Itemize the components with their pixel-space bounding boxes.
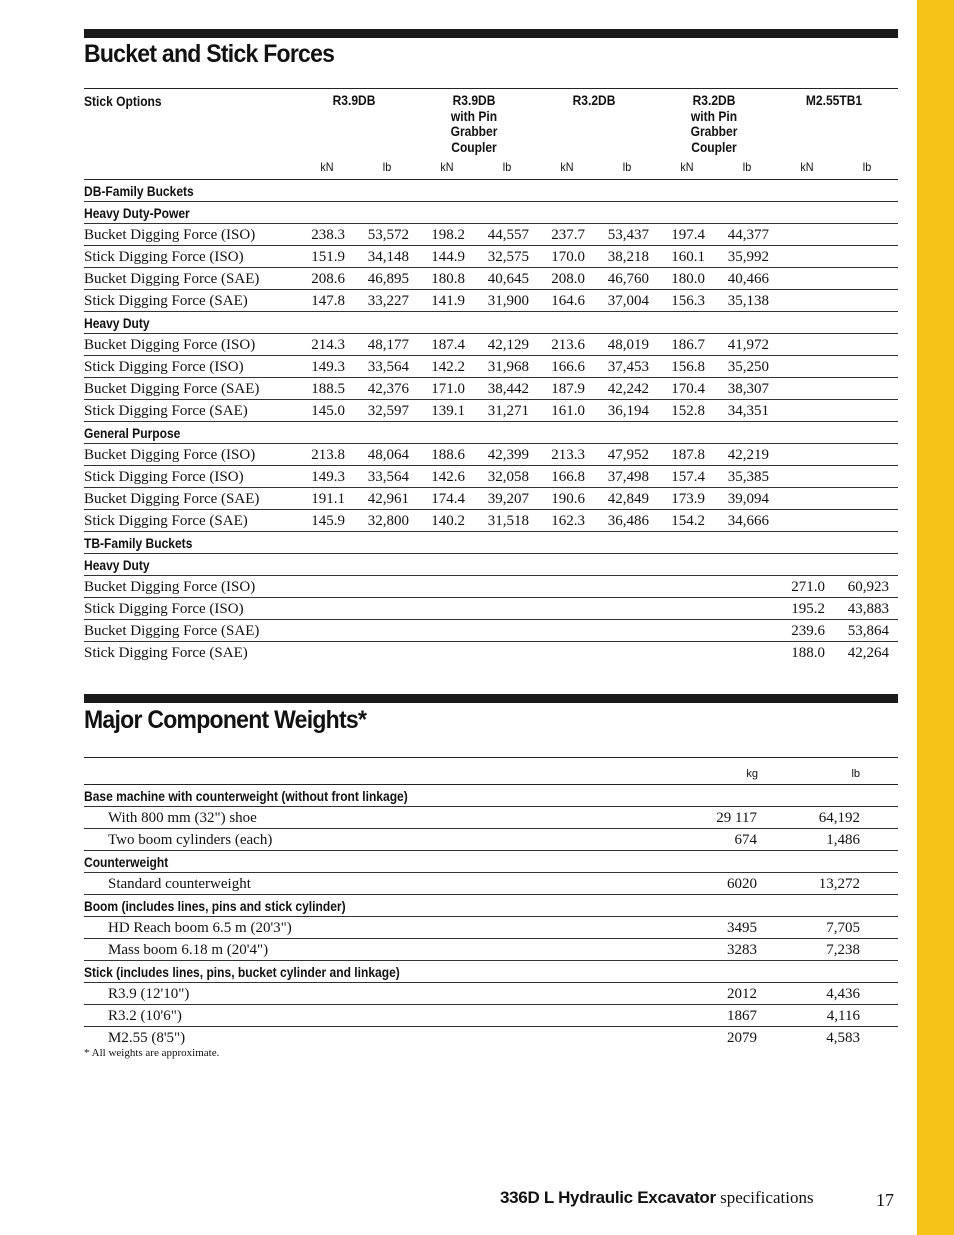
row-label: Bucket Digging Force (SAE) — [84, 491, 260, 507]
table-cell: 46,760 — [607, 271, 649, 287]
row-label: Bucket Digging Force (ISO) — [84, 337, 256, 353]
table-cell: 149.3 — [311, 469, 345, 485]
table-cell: 145.9 — [311, 513, 345, 529]
table-row — [84, 983, 898, 1005]
column-header-line: Coupler — [451, 138, 497, 155]
table-row — [84, 598, 898, 620]
group-row — [84, 312, 898, 334]
table-cell: 32,058 — [487, 469, 529, 485]
table-cell: 142.2 — [431, 359, 465, 375]
row-label: M2.55 (8'5") — [108, 1030, 186, 1046]
row-label: Stick Digging Force (ISO) — [84, 601, 244, 617]
group-row — [84, 202, 898, 224]
table-cell: 152.8 — [671, 403, 705, 419]
row-label: Stick Digging Force (SAE) — [84, 645, 248, 661]
table-cell: 37,453 — [607, 359, 649, 375]
footer-suffix: specifications — [715, 1188, 814, 1207]
table-cell: 151.9 — [311, 249, 345, 265]
row-label: Stick Digging Force (SAE) — [84, 293, 248, 309]
weight-kg: 3283 — [727, 942, 757, 958]
table-cell: 145.0 — [311, 403, 345, 419]
column-header — [787, 93, 882, 109]
group-row — [84, 895, 898, 917]
table-cell: 160.1 — [671, 249, 705, 265]
table-cell: 35,250 — [727, 359, 769, 375]
table-cell: 60,923 — [847, 579, 889, 595]
column-header-line: Grabber — [690, 123, 738, 139]
yellow-edge-band — [917, 0, 954, 1235]
column-header-line: Grabber — [450, 123, 498, 139]
table-cell: 166.8 — [551, 469, 585, 485]
table-cell: 173.9 — [671, 491, 705, 507]
row-label: Stick Digging Force (ISO) — [84, 249, 244, 265]
table-row — [84, 510, 898, 532]
table-cell: 186.7 — [671, 337, 705, 353]
group-label: Boom (includes lines, pins and stick cylinder) — [84, 898, 346, 914]
row-label: Stick Digging Force (SAE) — [84, 513, 248, 529]
table-cell: 34,666 — [727, 513, 769, 529]
table-cell: 42,376 — [367, 381, 409, 397]
unit-kn: kN — [440, 160, 454, 174]
table-cell: 213.6 — [551, 337, 585, 353]
table-cell: 238.3 — [311, 227, 345, 243]
table-cell: 31,518 — [487, 513, 529, 529]
weight-kg: 3495 — [727, 920, 757, 936]
table-cell: 38,307 — [727, 381, 769, 397]
table-cell: 44,557 — [487, 227, 529, 243]
table-cell: 162.3 — [551, 513, 585, 529]
table-cell: 42,961 — [367, 491, 409, 507]
table-row — [84, 268, 898, 290]
table-cell: 42,219 — [727, 447, 769, 463]
table-cell: 156.3 — [671, 293, 705, 309]
group-label: Heavy Duty — [84, 557, 150, 573]
table-cell: 170.4 — [671, 381, 705, 397]
table-cell: 47,952 — [607, 447, 649, 463]
weight-lb: 4,436 — [826, 986, 860, 1002]
group-label: Heavy Duty — [84, 315, 150, 331]
table-cell: 213.3 — [551, 447, 585, 463]
weight-lb: 4,583 — [826, 1030, 860, 1046]
forces-table — [84, 88, 898, 664]
table-row — [84, 939, 898, 961]
unit-kn: kN — [800, 160, 814, 174]
group-row — [84, 961, 898, 983]
table-cell: 166.6 — [551, 359, 585, 375]
table-cell: 31,900 — [487, 293, 529, 309]
weight-lb: 7,705 — [826, 920, 860, 936]
unit-lb: lb — [851, 768, 860, 780]
unit-kn: kN — [680, 160, 694, 174]
footer-title — [500, 1188, 814, 1208]
section-bar-forces — [84, 29, 898, 38]
table-cell: 239.6 — [791, 623, 825, 639]
table-cell: 43,883 — [847, 601, 889, 617]
footer-product: 336D L Hydraulic Excavator — [500, 1188, 716, 1207]
group-label: DB-Family Buckets — [84, 183, 194, 199]
table-cell: 46,895 — [367, 271, 409, 287]
table-cell: 39,094 — [727, 491, 769, 507]
group-label: Heavy Duty-Power — [84, 205, 190, 221]
table-row — [84, 356, 898, 378]
row-label: HD Reach boom 6.5 m (20'3") — [108, 920, 292, 936]
row-label: Standard counterweight — [108, 876, 251, 892]
unit-lb: lb — [622, 160, 632, 174]
unit-lb: lb — [502, 160, 512, 174]
table-cell: 39,207 — [487, 491, 529, 507]
table-cell: 33,564 — [367, 469, 409, 485]
table-cell: 144.9 — [431, 249, 465, 265]
table-cell: 32,800 — [367, 513, 409, 529]
weight-kg: 674 — [734, 832, 757, 848]
table-cell: 40,466 — [727, 271, 769, 287]
table-cell: 42,849 — [607, 491, 649, 507]
column-header — [307, 93, 402, 109]
table-cell: 213.8 — [311, 447, 345, 463]
table-cell: 33,564 — [367, 359, 409, 375]
row-label: Mass boom 6.18 m (20'4") — [108, 942, 269, 958]
row-label: Bucket Digging Force (ISO) — [84, 227, 256, 243]
group-label: General Purpose — [84, 425, 181, 441]
table-row — [84, 917, 898, 939]
group-row — [84, 851, 898, 873]
table-cell: 38,218 — [607, 249, 649, 265]
row-label: Stick Digging Force (ISO) — [84, 359, 244, 375]
table-cell: 31,968 — [487, 359, 529, 375]
column-header-line: R3.2DB — [572, 92, 616, 108]
unit-lb: lb — [862, 160, 872, 174]
table-cell: 53,572 — [367, 227, 409, 243]
group-row — [84, 785, 898, 807]
weight-kg: 2012 — [727, 986, 757, 1002]
table-cell: 42,242 — [607, 381, 649, 397]
table-cell: 141.9 — [431, 293, 465, 309]
table-row — [84, 444, 898, 466]
table-cell: 157.4 — [671, 469, 705, 485]
table-cell: 35,992 — [727, 249, 769, 265]
section-bar-weights — [84, 694, 898, 703]
table-cell: 139.1 — [431, 403, 465, 419]
table-cell: 271.0 — [791, 579, 825, 595]
table-cell: 208.0 — [551, 271, 585, 287]
column-header-line: with Pin — [450, 107, 498, 124]
section-title-forces: Bucket and Stick Forces — [84, 40, 335, 68]
table-cell: 35,138 — [727, 293, 769, 309]
group-row — [84, 180, 898, 202]
table-row — [84, 290, 898, 312]
table-cell: 142.6 — [431, 469, 465, 485]
table-cell: 37,004 — [607, 293, 649, 309]
table-cell: 188.5 — [311, 381, 345, 397]
table-row — [84, 829, 898, 851]
table-row — [84, 620, 898, 642]
table-cell: 170.0 — [551, 249, 585, 265]
table-cell: 214.3 — [311, 337, 345, 353]
table-cell: 161.0 — [551, 403, 585, 419]
table-cell: 180.8 — [431, 271, 465, 287]
table-cell: 38,442 — [487, 381, 529, 397]
row-label: R3.9 (12'10") — [108, 986, 190, 1002]
table-cell: 171.0 — [431, 381, 465, 397]
table-row — [84, 576, 898, 598]
column-header-line: Coupler — [691, 138, 737, 155]
column-header-line: with Pin — [690, 107, 738, 124]
column-header — [547, 93, 642, 109]
table-row — [84, 642, 898, 664]
table-cell: 36,194 — [607, 403, 649, 419]
table-cell: 156.8 — [671, 359, 705, 375]
unit-kn: kN — [320, 160, 334, 174]
table-cell: 180.0 — [671, 271, 705, 287]
page-number: 17 — [876, 1190, 894, 1210]
table-cell: 37,498 — [607, 469, 649, 485]
table-cell: 32,575 — [487, 249, 529, 265]
weight-kg: 2079 — [727, 1030, 757, 1046]
group-label: TB-Family Buckets — [84, 535, 193, 551]
table-cell: 198.2 — [431, 227, 465, 243]
column-header-line: R3.9DB — [332, 92, 376, 108]
weight-kg: 29 117 — [716, 810, 757, 826]
column-header-line: R3.2DB — [692, 92, 736, 108]
group-label: Counterweight — [84, 854, 169, 870]
section-title-weights: Major Component Weights* — [84, 706, 367, 734]
table-cell: 34,148 — [367, 249, 409, 265]
table-cell: 190.6 — [551, 491, 585, 507]
weight-lb: 64,192 — [818, 810, 860, 826]
table-row — [84, 807, 898, 829]
table-cell: 53,437 — [607, 227, 649, 243]
table-cell: 154.2 — [671, 513, 705, 529]
table-cell: 44,377 — [727, 227, 769, 243]
row-label: Bucket Digging Force (SAE) — [84, 271, 260, 287]
table-cell: 187.4 — [431, 337, 465, 353]
column-header-line: M2.55TB1 — [805, 92, 863, 108]
table-cell: 174.4 — [431, 491, 465, 507]
table-cell: 195.2 — [791, 601, 825, 617]
table-cell: 188.6 — [431, 447, 465, 463]
table-cell: 31,271 — [487, 403, 529, 419]
column-header-line: R3.9DB — [452, 92, 496, 108]
row-label: Stick Digging Force (SAE) — [84, 403, 248, 419]
table-row — [84, 873, 898, 895]
table-cell: 140.2 — [431, 513, 465, 529]
weight-lb: 13,272 — [818, 876, 860, 892]
table-cell: 48,019 — [607, 337, 649, 353]
table-row — [84, 1005, 898, 1027]
table-cell: 34,351 — [727, 403, 769, 419]
table-cell: 208.6 — [311, 271, 345, 287]
table-cell: 237.7 — [551, 227, 585, 243]
table-cell: 42,399 — [487, 447, 529, 463]
group-row — [84, 422, 898, 444]
weights-footnote: * All weights are approximate. — [84, 1047, 220, 1059]
table-cell: 36,486 — [607, 513, 649, 529]
table-cell: 40,645 — [487, 271, 529, 287]
table-cell: 42,264 — [847, 645, 889, 661]
row-label: Stick Digging Force (ISO) — [84, 469, 244, 485]
table-cell: 32,597 — [367, 403, 409, 419]
table-row — [84, 224, 898, 246]
weight-kg: 1867 — [727, 1008, 757, 1024]
unit-lb: lb — [742, 160, 752, 174]
weight-lb: 7,238 — [826, 942, 860, 958]
unit-lb: lb — [382, 160, 392, 174]
table-cell: 48,177 — [367, 337, 409, 353]
table-cell: 187.9 — [551, 381, 585, 397]
weight-lb: 4,116 — [826, 1008, 860, 1024]
table-cell: 187.8 — [671, 447, 705, 463]
unit-kn: kN — [560, 160, 574, 174]
forces-table-header — [84, 88, 898, 180]
table-cell: 164.6 — [551, 293, 585, 309]
table-row — [84, 488, 898, 510]
weights-table-header — [84, 757, 898, 785]
table-cell: 42,129 — [487, 337, 529, 353]
row-label: Bucket Digging Force (ISO) — [84, 447, 256, 463]
table-row — [84, 246, 898, 268]
table-cell: 33,227 — [367, 293, 409, 309]
row-label: Two boom cylinders (each) — [108, 832, 273, 848]
table-cell: 48,064 — [367, 447, 409, 463]
table-row — [84, 378, 898, 400]
table-cell: 191.1 — [311, 491, 345, 507]
column-header — [667, 93, 762, 155]
table-cell: 188.0 — [791, 645, 825, 661]
group-label: Base machine with counterweight (without front linkage) — [84, 788, 408, 804]
table-row — [84, 466, 898, 488]
table-cell: 149.3 — [311, 359, 345, 375]
row-label: With 800 mm (32") shoe — [108, 810, 257, 826]
row-label: Bucket Digging Force (ISO) — [84, 579, 256, 595]
column-header — [427, 93, 522, 155]
row-label: Bucket Digging Force (SAE) — [84, 623, 260, 639]
stick-options-label: Stick Options — [84, 93, 162, 109]
table-cell: 53,864 — [847, 623, 889, 639]
group-row — [84, 532, 898, 554]
table-row — [84, 334, 898, 356]
weight-kg: 6020 — [727, 876, 757, 892]
unit-kg: kg — [746, 768, 758, 780]
table-cell: 197.4 — [671, 227, 705, 243]
group-row — [84, 554, 898, 576]
table-row — [84, 400, 898, 422]
group-label: Stick (includes lines, pins, bucket cylinder and linkage) — [84, 964, 400, 980]
row-label: R3.2 (10'6") — [108, 1008, 182, 1024]
table-cell: 147.8 — [311, 293, 345, 309]
table-cell: 35,385 — [727, 469, 769, 485]
weights-table — [84, 757, 898, 1049]
weight-lb: 1,486 — [826, 832, 860, 848]
row-label: Bucket Digging Force (SAE) — [84, 381, 260, 397]
table-row — [84, 1027, 898, 1049]
table-cell: 41,972 — [727, 337, 769, 353]
